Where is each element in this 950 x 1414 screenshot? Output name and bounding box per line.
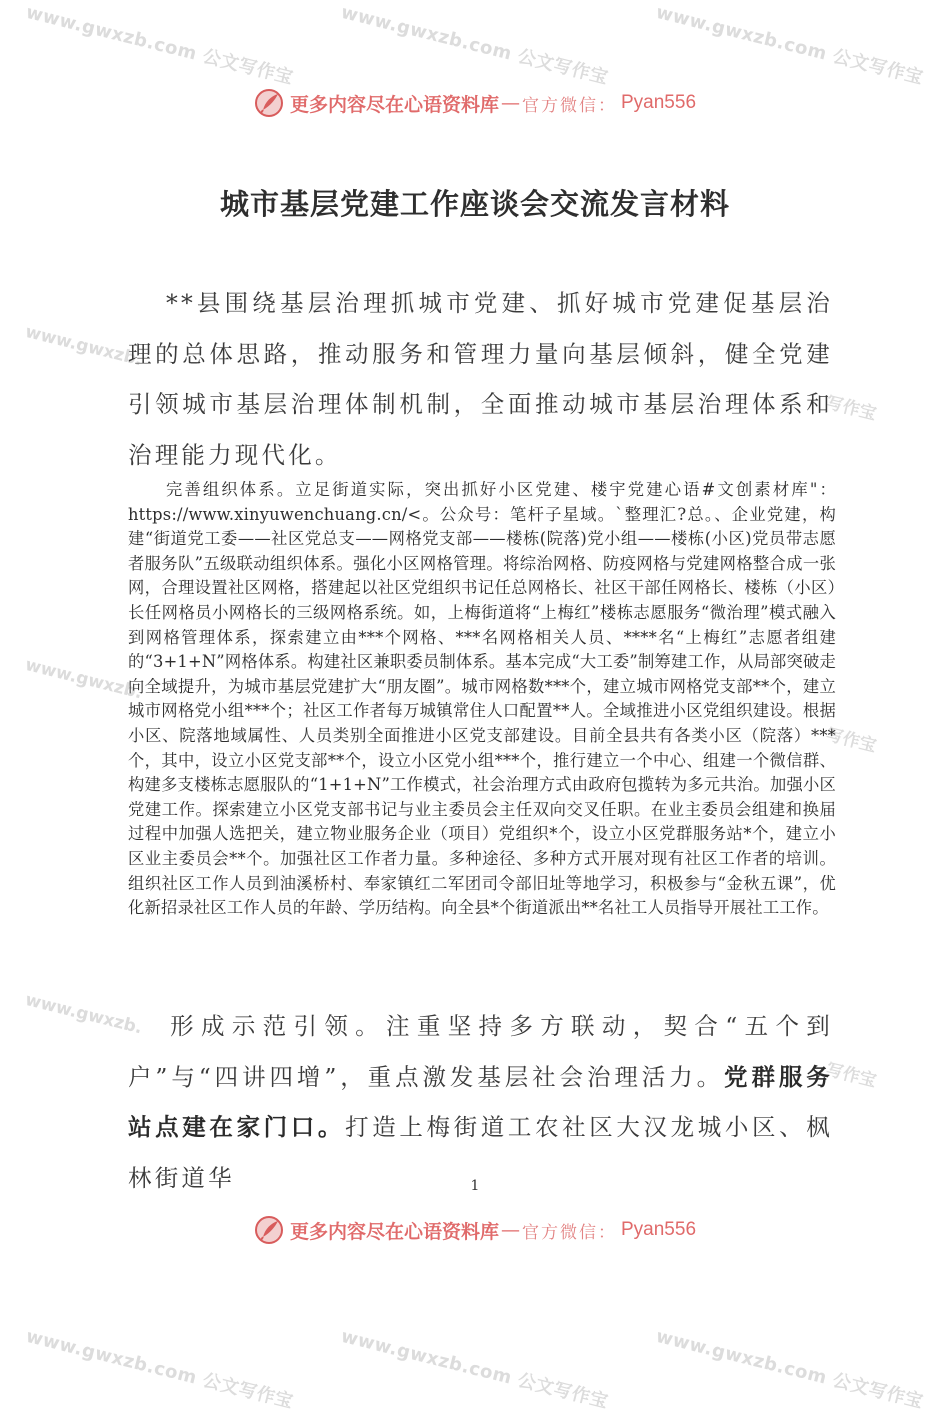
header-banner bbox=[0, 83, 950, 123]
watermark-bottom-left: www.gwxzb.com 公文写作宝 bbox=[23, 1325, 296, 1413]
paragraph-demonstration-bold: 党群服务站点建在家门口。 bbox=[128, 1062, 833, 1141]
paragraph-intro bbox=[128, 278, 833, 480]
page-number: 1 bbox=[470, 1178, 480, 1194]
watermark-top-left: www.gwxzb.com 公文写作宝 bbox=[23, 1, 296, 89]
banner-dash: — bbox=[501, 1219, 520, 1241]
watermark-top-right: www.gwxzb.com 公文写作宝 bbox=[653, 1, 926, 89]
paragraph-demonstration bbox=[128, 1001, 833, 1203]
paragraph-demonstration-tail: 打造上梅街道工农社区大汉龙城小区、枫林街道华 bbox=[128, 1113, 833, 1192]
watermark-right-2: 写作宝 bbox=[823, 724, 879, 757]
document-title: 城市基层党建工作座谈会交流发言材料 bbox=[219, 187, 730, 221]
watermark-right-1: 写作宝 bbox=[823, 392, 879, 425]
banner-dash: — bbox=[501, 92, 520, 114]
banner-wechat-id: Pyan556 bbox=[621, 92, 697, 113]
banner-sub-text: 官方微信： bbox=[522, 95, 617, 116]
watermark-top-center: www.gwxzb.com 公文写作宝 bbox=[338, 1, 611, 89]
watermark-left-3: www.gwxzb. bbox=[23, 990, 145, 1039]
watermark-right-3: 写作宝 bbox=[823, 1059, 879, 1092]
banner-main-text: 更多内容尽在心语资料库 bbox=[289, 93, 499, 116]
watermark-bottom-right: www.gwxzb.com 公文写作宝 bbox=[653, 1325, 926, 1413]
footer-banner bbox=[0, 1210, 950, 1250]
banner-wechat-id: Pyan556 bbox=[621, 1219, 697, 1240]
quill-logo-icon bbox=[254, 88, 284, 118]
watermark-left-2: www.gwxzb. bbox=[23, 655, 145, 704]
quill-logo-icon bbox=[254, 1215, 284, 1245]
watermark-bottom-center: www.gwxzb.com 公文写作宝 bbox=[338, 1325, 611, 1413]
banner-sub-text: 官方微信： bbox=[522, 1222, 617, 1243]
paragraph-intro-text: **县围绕基层治理抓城市党建、抓好城市党建促基层治理的总体思路，推动服务和管理力量向基层倾斜，健全党建引领城市基层治理体制机制，全面推动城市基层治理体系和治理能力现代化。 bbox=[128, 289, 833, 469]
paragraph-organization-text: 完善组织体系。立足街道实际，突出抓好小区党建、楼宇党建心语#文创素材库"：https://www.xinyuwenchuang.cn/<。公众号：笔杆子星域。`整理汇?总。、企业党建，构建“街道党工委——社区党总支——网格党支部——楼栋(院落)党小组——楼栋(小区)党员带志愿者服务队”五级联动组织体系。强化小区网格管理。将综治网格、防疫网格与党建网格整合成一张网，合理设置社区网格，搭建起以社区党组织书记任总网格长、社区干部任网格长、楼栋（小区）长任网格员小网格长的三级网格系统。如，上梅街道将“上梅红”楼栋志愿服务“微治理”模式融入到网格管理体系，探索建立由***个网格、***名网格相关人员、****名“上梅红”志愿者组建的“3+1+N”网格体系。构建社区兼职委员制体系。基本完成“大工委”制筹建工作，从局部突破走向全域提升，为城市基层党建扩大“朋友圈”。城市网格数***个，建立城市网格党支部**个，建立城市网格党小组***个；社区工作者每万城镇常住人口配置**人。全域推进小区党组织建设。根据小区、院落地域属性、人员类别全面推进小区党支部建设。目前全县共有各类小区（院落）***个，其中，设立小区党支部**个，设立小区党小组***个，推行建立一个中心、组建一个微信群、构建多支楼栋志愿服队的“1+1+N”工作模式，社会治理方式由政府包揽转为多元共治。加强小区党建工作。探索建立小区党支部书记与业主委员会主任双向交叉任职。在业主委员会组建和换届过程中加强人选把关，建立物业服务企业（项目）党组织*个，设立小区党群服务站*个，建立小区业主委员会**个。加强社区工作者力量。多种途径、多种方式开展对现有社区工作者的培训。组织社区工作人员到油溪桥村、奉家镇红二军团司令部旧址等地学习，积极参与“金秋五课”，优化新招录社区工作人员的年龄、学历结构。向全县*个街道派出**名社工人员指导开展社工工作。 bbox=[128, 480, 836, 918]
banner-main-text: 更多内容尽在心语资料库 bbox=[289, 1220, 499, 1243]
paragraph-demonstration-text: 形成示范引领。注重坚持多方联动，契合“五个到户”与“四讲四增”，重点激发基层社会治理活力。 bbox=[128, 1012, 833, 1091]
paragraph-organization bbox=[128, 478, 836, 921]
watermark-left-1: www.gwxzb. bbox=[23, 322, 145, 371]
